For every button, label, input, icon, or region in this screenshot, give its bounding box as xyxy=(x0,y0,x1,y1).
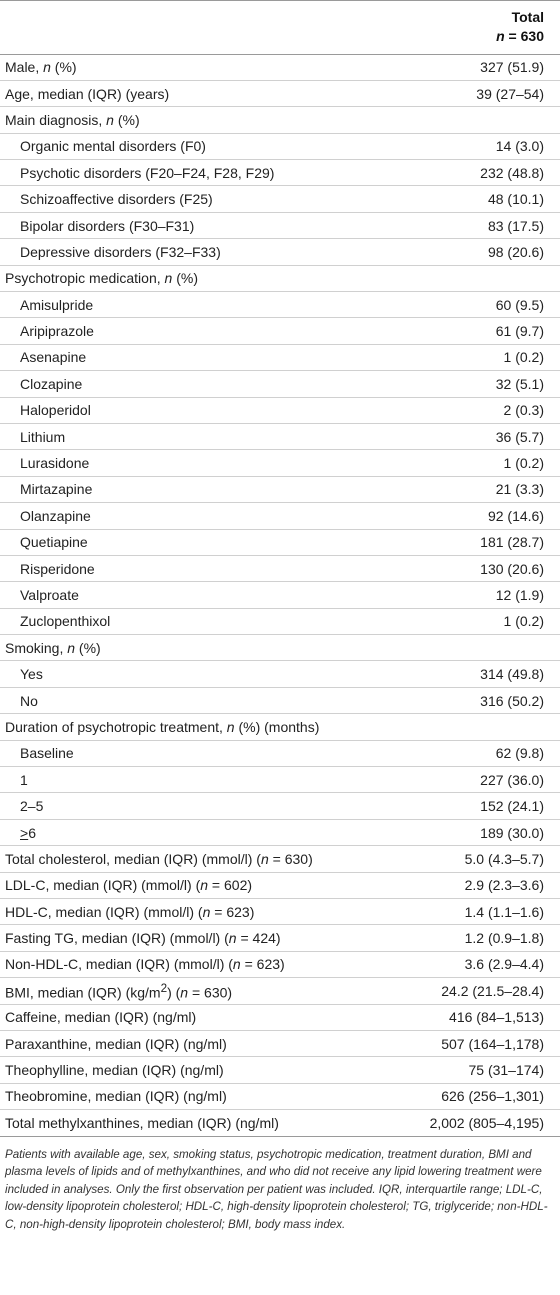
table-row xyxy=(0,661,560,687)
row-value: 36 (5.7) xyxy=(495,428,544,445)
table-header xyxy=(0,1,560,54)
row-label: Lithium xyxy=(20,428,66,445)
table-row xyxy=(0,819,560,845)
table-row xyxy=(0,423,560,449)
row-value: 1 (0.2) xyxy=(503,613,544,630)
table-row xyxy=(0,1083,560,1109)
table-row xyxy=(0,978,560,1004)
table-row xyxy=(0,740,560,766)
table-row xyxy=(0,635,560,661)
table-row xyxy=(0,925,560,951)
table-row xyxy=(0,503,560,529)
row-label: Psychotropic medication, n (%) xyxy=(5,270,198,287)
row-value: 2,002 (805–4,195) xyxy=(429,1114,544,1131)
characteristics-table xyxy=(0,1,560,1137)
row-value: 152 (24.1) xyxy=(480,798,544,815)
table-row xyxy=(0,687,560,713)
row-value: 61 (9.7) xyxy=(495,323,544,340)
row-value: 1.4 (1.1–1.6) xyxy=(464,903,544,920)
row-value: 2.9 (2.3–3.6) xyxy=(464,877,544,894)
table-footnote: Patients with available age, sex, smoking status, psychotropic medication, treatment duration, BMI and plasma levels of lipids and of methylxanthines, and who did not receive any lipid lowering treatment were included in analyses. Only the first observation per patient was included. IQR, interquartile range; LDL-C, low-density lipoprotein cholesterol; HDL-C, high-density lipoprotein cholesterol; TG, triglyceride; non-HDL-C, non-high-density lipoprotein cholesterol; BMI, body mass index. xyxy=(5,1147,548,1231)
row-label: 2–5 xyxy=(20,798,44,815)
row-label: Total methylxanthines, median (IQR) (ng/ml) xyxy=(5,1114,279,1131)
row-value xyxy=(410,107,560,133)
row-label: Asenapine xyxy=(20,349,87,366)
row-label: Male, n (%) xyxy=(5,59,77,76)
row-label: Clozapine xyxy=(20,375,83,392)
row-value: 327 (51.9) xyxy=(480,59,544,76)
table-row xyxy=(0,133,560,159)
table-row xyxy=(0,450,560,476)
row-value xyxy=(410,265,560,291)
table-row xyxy=(0,872,560,898)
table-row xyxy=(0,344,560,370)
row-label: Theophylline, median (IQR) (ng/ml) xyxy=(5,1062,224,1079)
table-row xyxy=(0,476,560,502)
header-total-title: Total xyxy=(511,9,544,26)
row-label: HDL-C, median (IQR) (mmol/l) (n = 623) xyxy=(5,903,255,920)
table-row xyxy=(0,846,560,872)
row-label: Fasting TG, median (IQR) (mmol/l) (n = 424) xyxy=(5,930,281,947)
row-label: Risperidone xyxy=(20,560,95,577)
row-label: Haloperidol xyxy=(20,402,91,419)
row-label: Aripiprazole xyxy=(20,323,94,340)
row-value xyxy=(410,714,560,740)
table-row xyxy=(0,608,560,634)
row-value: 39 (27–54) xyxy=(476,85,544,102)
row-value: 32 (5.1) xyxy=(495,375,544,392)
row-value: 98 (20.6) xyxy=(487,243,544,260)
row-label: Age, median (IQR) (years) xyxy=(5,85,170,102)
row-value: 75 (31–174) xyxy=(468,1062,544,1079)
table-row xyxy=(0,54,560,80)
table-row xyxy=(0,186,560,212)
row-label: Paraxanthine, median (IQR) (ng/ml) xyxy=(5,1035,227,1052)
row-value: 314 (49.8) xyxy=(480,666,544,683)
row-label: Smoking, n (%) xyxy=(5,639,101,656)
row-label: BMI, median (IQR) $(kg/m^2) (n = 630)$ xyxy=(5,982,233,1001)
row-label: No xyxy=(20,692,38,709)
table-row xyxy=(0,1110,560,1136)
table-row xyxy=(0,1057,560,1083)
row-label: Total cholesterol, median (IQR) (mmol/l) (n = 630) xyxy=(5,850,313,867)
row-label: Caffeine, median (IQR) (ng/ml) xyxy=(5,1009,197,1026)
row-value: 12 (1.9) xyxy=(495,587,544,603)
table-row xyxy=(0,1030,560,1056)
table-row xyxy=(0,160,560,186)
header-total-count xyxy=(411,27,544,46)
table-row xyxy=(0,555,560,581)
row-value: 92 (14.6) xyxy=(487,507,544,524)
row-value: 24.2 (21.5–28.4) xyxy=(441,982,544,999)
row-value: 1 (0.2) xyxy=(503,349,544,366)
row-value: 48 (10.1) xyxy=(487,191,544,208)
row-label: Non-HDL-C, median (IQR) (mmol/l) (n = 623) xyxy=(5,956,285,973)
row-label: Main diagnosis, n (%) xyxy=(5,111,140,128)
row-label: Lurasidone xyxy=(20,455,90,472)
row-value: 3.6 (2.9–4.4) xyxy=(464,956,544,973)
row-label: Depressive disorders (F32–F33) xyxy=(20,243,221,260)
table-row xyxy=(0,265,560,291)
row-label: Amisulpride xyxy=(20,296,94,313)
header-row xyxy=(0,1,560,54)
header-total-cell xyxy=(410,1,560,54)
row-value: 507 (164–1,178) xyxy=(441,1035,544,1052)
row-value: 232 (48.8) xyxy=(480,164,544,181)
row-label: Bipolar disorders (F30–F31) xyxy=(20,217,195,234)
row-value: 1 (0.2) xyxy=(503,455,544,472)
row-label: >6 xyxy=(20,824,36,841)
row-label: Organic mental disorders (F0) xyxy=(20,138,206,155)
row-label: Schizoaffective disorders (F25) xyxy=(20,191,213,208)
table-row xyxy=(0,212,560,238)
table-row xyxy=(0,582,560,608)
row-value: 83 (17.5) xyxy=(487,217,544,234)
row-value xyxy=(410,635,560,661)
table-row xyxy=(0,318,560,344)
row-label: Quetiapine xyxy=(20,534,88,551)
table-row xyxy=(0,529,560,555)
table-body xyxy=(0,54,560,1136)
row-value: 14 (3.0) xyxy=(495,138,544,155)
row-value: 189 (30.0) xyxy=(480,824,544,841)
row-value: 227 (36.0) xyxy=(480,771,544,788)
row-label: Valproate xyxy=(20,587,79,603)
table-row xyxy=(0,1004,560,1030)
table-row xyxy=(0,292,560,318)
table-row xyxy=(0,107,560,133)
table-row xyxy=(0,899,560,925)
row-label: Yes xyxy=(20,666,43,683)
table-row xyxy=(0,239,560,265)
row-value: 60 (9.5) xyxy=(495,296,544,313)
row-value: 130 (20.6) xyxy=(480,560,544,577)
row-value: 21 (3.3) xyxy=(495,481,544,498)
header-total-eq: = 630 xyxy=(504,28,544,45)
row-label: Theobromine, median (IQR) (ng/ml) xyxy=(5,1088,227,1105)
table-row xyxy=(0,80,560,106)
row-value: 626 (256–1,301) xyxy=(441,1088,544,1105)
row-label: Mirtazapine xyxy=(20,481,93,498)
row-label: Baseline xyxy=(20,745,74,762)
header-label-cell xyxy=(0,1,410,54)
table-row xyxy=(0,767,560,793)
row-value: 316 (50.2) xyxy=(480,692,544,709)
row-value: 1.2 (0.9–1.8) xyxy=(464,930,544,947)
table-row xyxy=(0,371,560,397)
table-row xyxy=(0,714,560,740)
row-label: Psychotic disorders (F20–F24, F28, F29) xyxy=(20,164,275,181)
row-value: 181 (28.7) xyxy=(480,534,544,551)
row-label: Olanzapine xyxy=(20,507,91,524)
row-label: 1 xyxy=(20,771,28,788)
row-value: 2 (0.3) xyxy=(503,402,544,419)
row-value: 62 (9.8) xyxy=(495,745,544,762)
table-row xyxy=(0,951,560,977)
row-label: Zuclopenthixol xyxy=(20,613,111,630)
row-label: Duration of psychotropic treatment, n (%) (months) xyxy=(5,718,320,735)
row-value: 416 (84–1,513) xyxy=(449,1009,544,1026)
header-total-n: n xyxy=(496,28,505,45)
table-row xyxy=(0,397,560,423)
row-label: LDL-C, median (IQR) (mmol/l) (n = 602) xyxy=(5,877,253,894)
table-row xyxy=(0,793,560,819)
row-value: 5.0 (4.3–5.7) xyxy=(464,850,544,867)
